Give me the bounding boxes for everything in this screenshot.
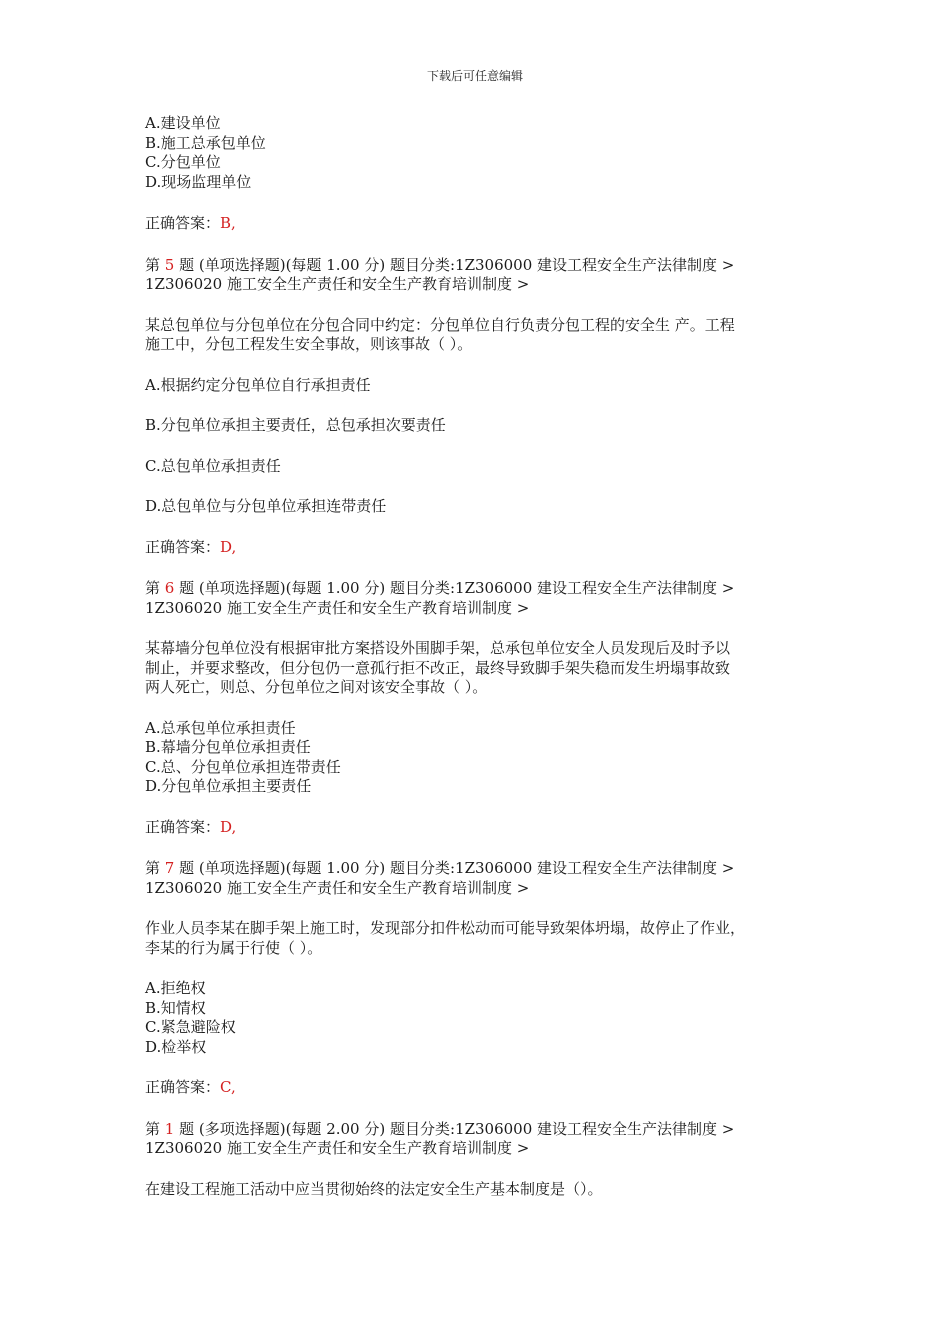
answer-line [145,214,815,234]
option-b: B.幕墙分包单位承担责任 [145,738,311,756]
question-stem: 施工中，分包工程发生安全事故，则该事故（ ）。 [145,335,473,353]
question-6 [145,579,815,837]
answer-line [145,538,815,558]
answer-value: C, [220,1078,236,1096]
question-multi-1 [145,1120,815,1200]
question-stem: 在建设工程施工活动中应当贯彻始终的法定安全生产基本制度是（）。 [145,1179,603,1198]
option-a: A.拒绝权 [145,979,206,997]
question-stem: 作业人员李某在脚手架上施工时，发现部分扣件松动而可能导致架体坍塌，故停止了作业， [145,919,746,937]
question-category: 1Z306020 施工安全生产责任和安全生产教育培训制度 > [145,1139,530,1157]
answer-label: 正确答案： [145,537,221,556]
question-stem: 两人死亡，则总、分包单位之间对该安全事故（ ）。 [145,678,488,696]
option-a: A.总承包单位承担责任 [145,718,296,737]
question-category: 1Z306020 施工安全生产责任和安全生产教育培训制度 > [145,598,530,617]
option-d: D.检举权 [145,1037,207,1056]
question-header: 第 7 题 (单项选择题)(每题 1.00 分) 题目分类:1Z306000 建设工程安全生产法律制度 > [145,859,735,877]
question-number: 5 [164,255,175,274]
option-c: C.分包单位 [145,153,221,171]
question-stem: 制止，并要求整改，但分包仍一意孤行拒不改正，最终导致脚手架失稳而发生坍塌事故致 [145,658,731,677]
question-stem: 某总包单位与分包单位在分包合同中约定：分包单位自行负责分包工程的安全生 产。工程 [145,315,735,334]
answer-label: 正确答案： [145,214,221,232]
option-b: B.施工总承包单位 [145,133,266,152]
question-category: 1Z306020 施工安全生产责任和安全生产教育培训制度 > [145,275,530,293]
question-header: 第 5 题 (单项选择题)(每题 1.00 分) 题目分类:1Z306000 建设工程安全生产法律制度 > [145,255,735,274]
answer-value: B, [220,214,236,232]
question-5 [145,256,815,558]
question-number: 7 [164,859,175,877]
question-4-options [145,114,815,192]
answer-label: 正确答案： [145,1078,221,1096]
page-header: 下载后可任意编辑 [426,69,523,83]
option-b: B.分包单位承担主要责任，总包承担次要责任 [145,416,446,434]
question-stem: 李某的行为属于行使（ ）。 [145,938,323,957]
answer-label: 正确答案： [145,817,221,836]
answer-line [145,818,815,838]
question-number: 1 [164,1119,175,1138]
option-b: B.知情权 [145,998,206,1017]
document-body [145,114,815,1199]
answer-line [145,1078,815,1098]
question-header: 第 1 题 (多项选择题)(每题 2.00 分) 题目分类:1Z306000 建设工程安全生产法律制度 > [145,1119,735,1138]
answer-value: D, [220,537,237,556]
question-header: 第 6 题 (单项选择题)(每题 1.00 分) 题目分类:1Z306000 建设工程安全生产法律制度 > [145,579,735,597]
option-a: A.建设单位 [145,114,221,132]
option-c: C.紧急避险权 [145,1018,236,1036]
question-number: 6 [164,579,175,597]
option-d: D.现场监理单位 [145,172,252,191]
answer-value: D, [220,817,237,836]
question-stem: 某幕墙分包单位没有根据审批方案搭设外围脚手架，总承包单位安全人员发现后及时予以 [145,639,731,657]
option-d: D.分包单位承担主要责任 [145,777,312,795]
question-category: 1Z306020 施工安全生产责任和安全生产教育培训制度 > [145,878,530,897]
option-c: C.总、分包单位承担连带责任 [145,757,341,776]
option-a: A.根据约定分包单位自行承担责任 [145,375,371,394]
option-c: C.总包单位承担责任 [145,456,281,475]
question-7 [145,859,815,1098]
option-d: D.总包单位与分包单位承担连带责任 [145,497,387,515]
